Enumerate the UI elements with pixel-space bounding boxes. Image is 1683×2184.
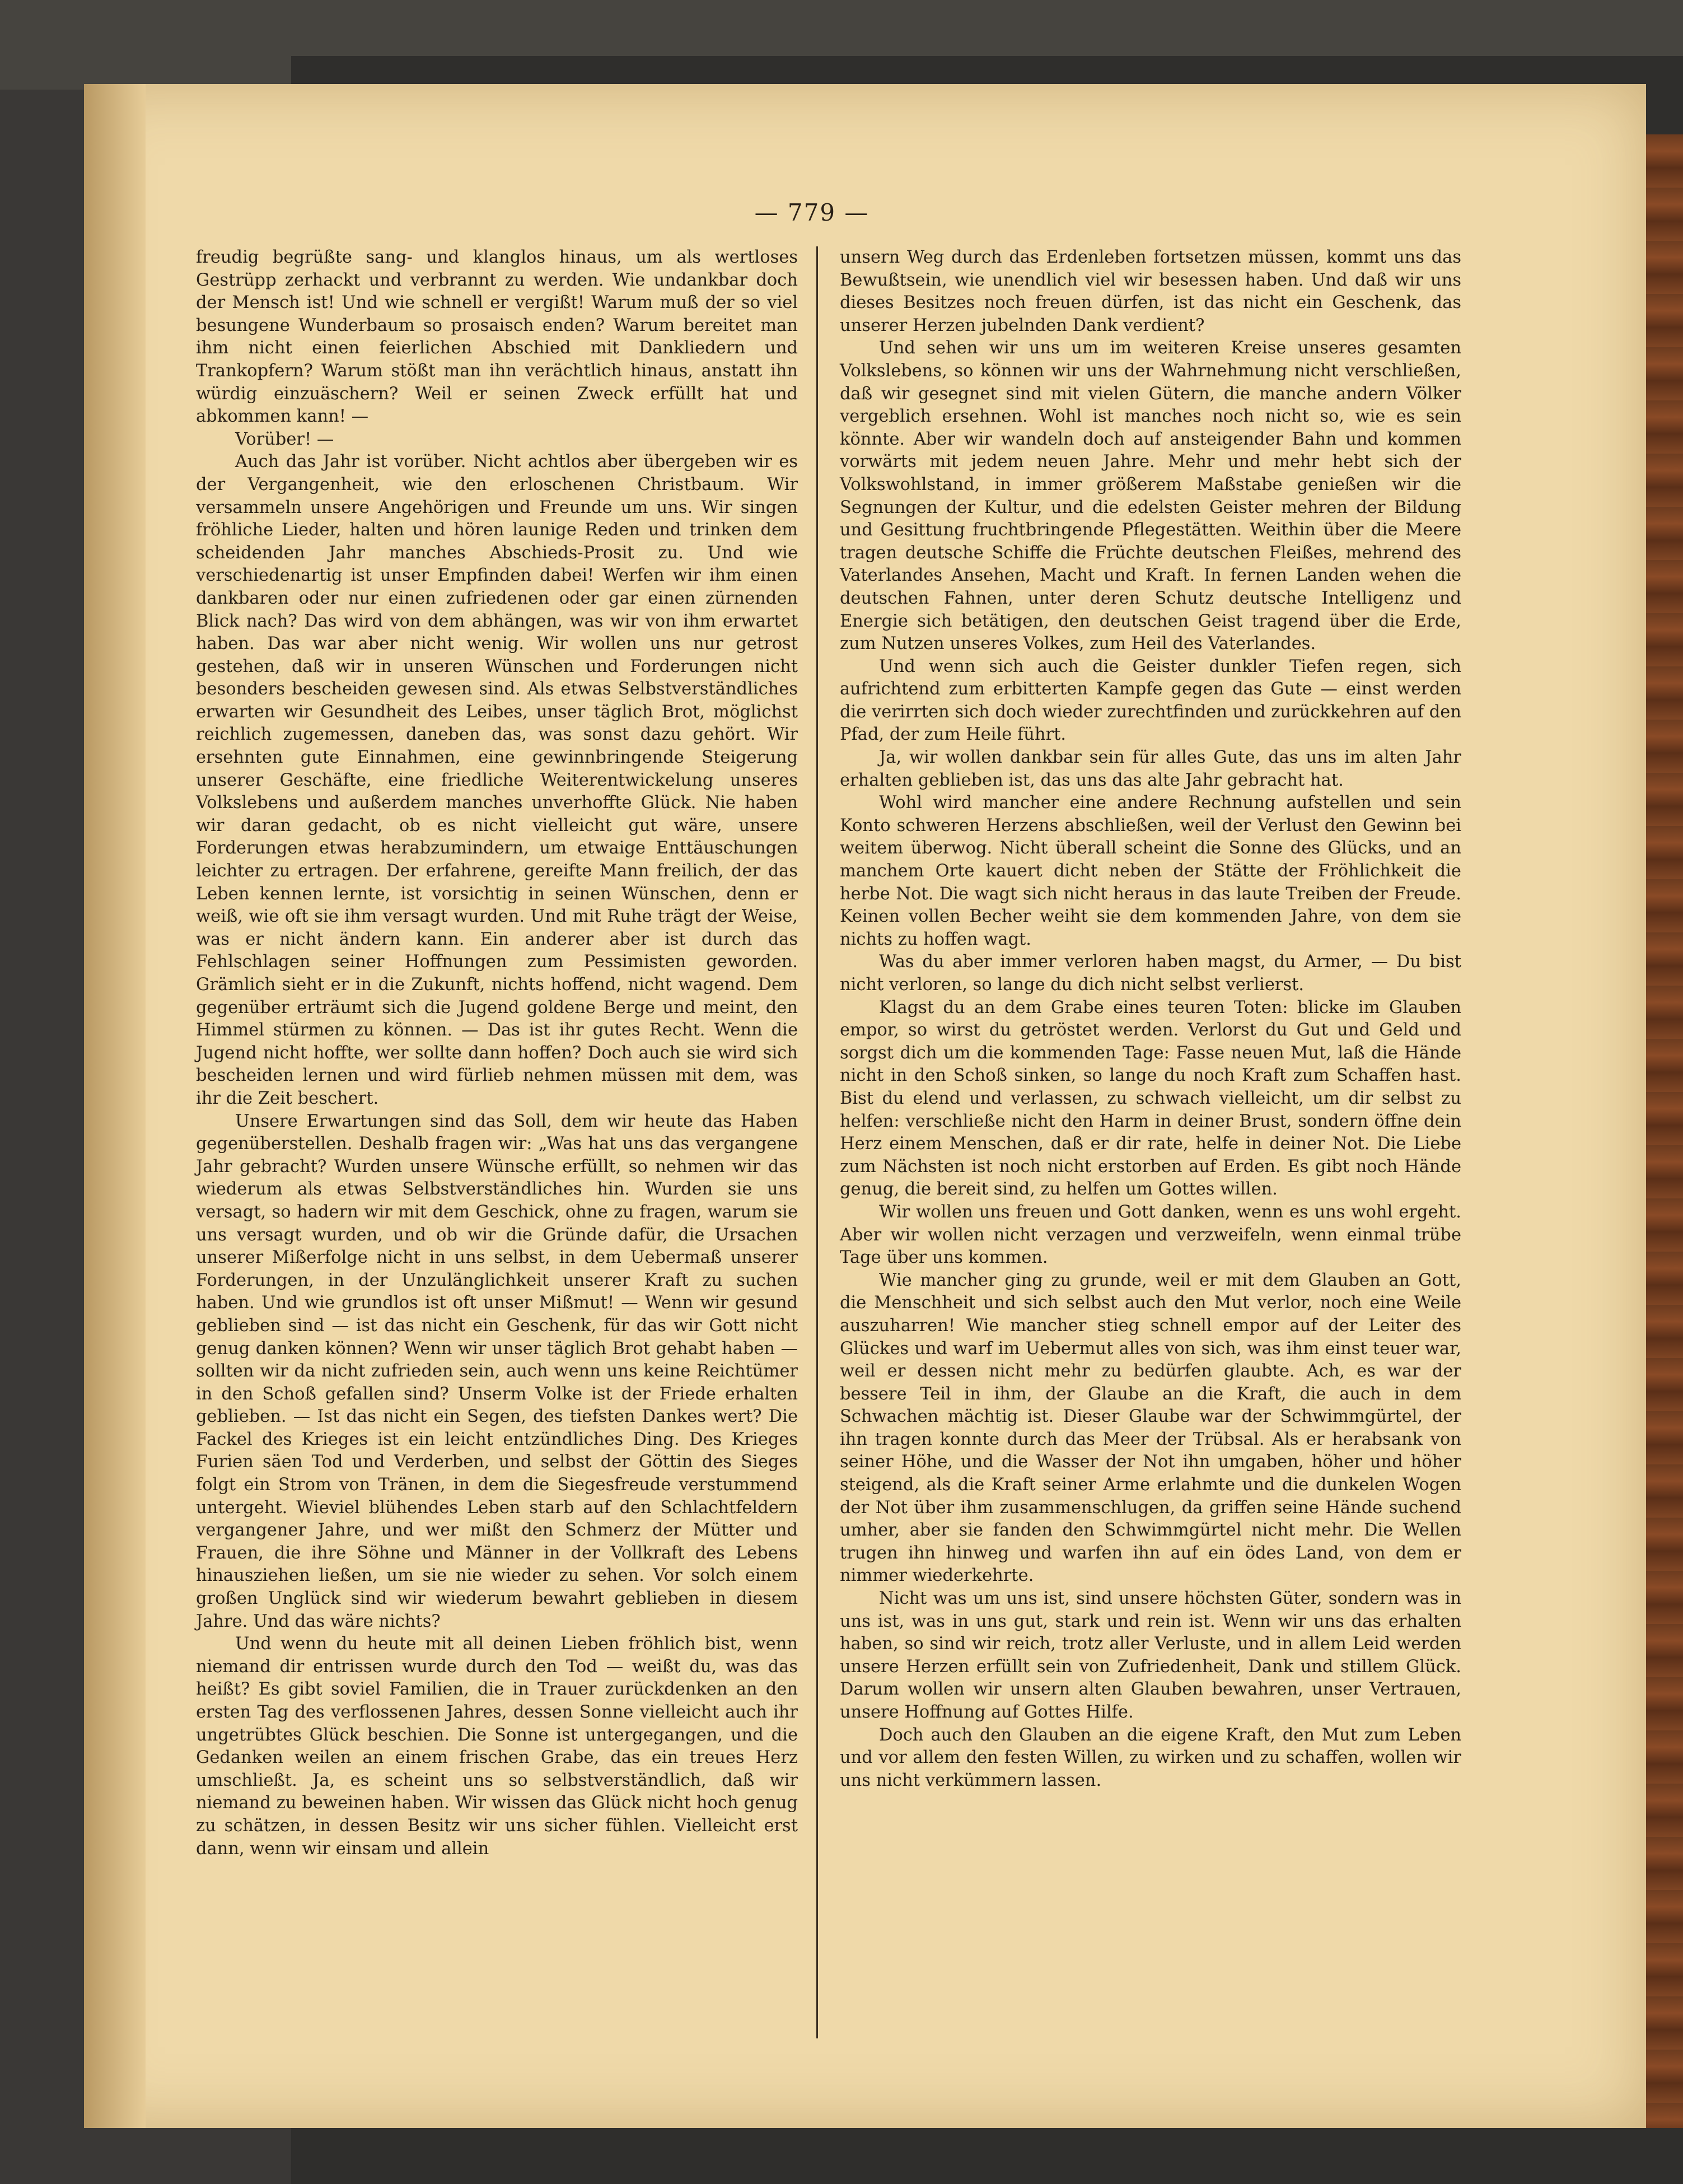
paragraph: Wie mancher ging zu grunde, weil er mit dem Glauben an Gott, die Menschheit und sich selbst auch den Mut verlor, noch eine Weile auszuharren! Wie mancher stieg schnell empor auf der Leiter des Glückes und warf im Uebermut alles von sich, was ihm einst teuer war, weil er dessen nicht mehr zu bedürfen glaubte. Ach, es war der bessere Teil in ihm, der Glaube an die Kraft, die auch in dem Schwachen mächtig ist. Dieser Glaube war der Schwimmgürtel, der ihn tragen konnte durch das Meer der Trübsal. Als er herabsank von seiner Höhe, und die Wasser der Not ihn umgaben, höher und höher steigend, als die Kraft seiner Arme erlahmte und die dunkelen Wogen der Not über ihm zusammenschlugen, da griffen seine Hände suchend umher, aber sie fanden den Schwimmgürtel nicht mehr. Die Wellen trugen ihn hinweg und warfen ihn auf ein ödes Land, von dem er nimmer wiederkehrte. — [840, 1270, 1461, 1586]
paragraph: Nicht was um uns ist, sind unsere höchsten Güter, sondern was in uns ist, was in uns gut, stark und rein ist. Wenn wir uns das erhalten haben, so sind wir reich, trotz aller Verluste, und in allem Leid werden unsere Herzen erfüllt sein von Zufriedenheit, Dank und stillem Glück. Darum wollen wir unsern alten Glauben bewahren, unser Vertrauen, unsere Hoffnung auf Gottes Hilfe. — [840, 1589, 1461, 1722]
right-column — [840, 246, 1461, 1792]
paragraph: Auch das Jahr ist vorüber. Nicht achtlos aber übergeben wir es der Vergangenheit, wie den erloschenen Christbaum. Wir versammeln unsere Angehörigen und Freunde um uns. Wir singen fröhliche Lieder, halten und hören launige Reden und trinken dem scheidenden Jahr manches Abschieds-Prosit zu. Und wie verschiedenartig ist unser Empfinden dabei! Werfen wir ihm einen dankbaren oder nur einen zufriedenen oder gar einen zürnenden Blick nach? Das wird von dem abhängen, was wir von ihm erwartet haben. Das war aber nicht wenig. Wir wollen uns nur getrost gestehen, daß wir in unseren Wünschen und Forderungen nicht besonders bescheiden gewesen sind. Als etwas Selbstverständliches erwarten wir Gesundheit des Leibes, unser täglich Brot, möglichst reichlich zugemessen, daneben das, was sonst dazu gehört. Wir ersehnten gute Einnahmen, eine gewinnbringende Steigerung unserer Geschäfte, eine friedliche Weiterentwickelung unseres Volkslebens und außerdem manches unverhoffte Glück. Nie haben wir daran gedacht, ob es nicht vielleicht gut wäre, unsere Forderungen etwas herabzumindern, um etwaige Enttäuschungen leichter zu ertragen. Der erfahrene, gereifte Mann freilich, der das Leben kennen lernte, ist vorsichtig in seinen Wünschen, denn er weiß, wie oft sie ihm versagt wurden. Und mit Ruhe trägt der Weise, was er nicht ändern kann. Ein anderer aber ist durch das Fehlschlagen seiner Hoffnungen zum Pessimisten geworden. Grämlich sieht er in die Zukunft, nichts hoffend, nicht wagend. Dem gegenüber erträumt sich die Jugend goldene Berge und meint, den Himmel stürmen zu können. — Das ist ihr gutes Recht. Wenn die Jugend nicht hoffte, wer sollte dann hoffen? Doch auch sie wird sich bescheiden lernen und wird fürlieb nehmen müssen mit dem, was ihr die Zeit beschert. — [196, 452, 798, 1108]
paragraph: Vorüber! — — [235, 429, 334, 449]
paragraph: Was du aber immer verloren haben magst, du Armer, — Du bist nicht verloren, so lange du dich nicht selbst verlierst. — [840, 952, 1461, 995]
paragraph: Wohl wird mancher eine andere Rechnung aufstellen und sein Konto schweren Herzens abschließen, weil der Verlust den Gewinn bei weitem überwog. Nicht überall scheint die Sonne des Glücks, und an manchem Orte kauert dicht neben der Stätte der Fröhlichkeit die herbe Not. Die wagt sich nicht heraus in das laute Treiben der Freude. Keinen vollen Becher weiht sie dem kommenden Jahre, von dem sie nichts zu hoffen wagt. — [840, 793, 1461, 949]
column-divider — [816, 246, 818, 2038]
paragraph: Und sehen wir uns um im weiteren Kreise unseres gesamten Volkslebens, so können wir uns der Wahrnehmung nicht verschließen, daß wir gesegnet sind mit vielen Gütern, die manche andern Völker vergeblich ersehnen. Wohl ist manches noch nicht so, wie es sein könnte. Aber wir wandeln doch auf ansteigender Bahn und kommen vorwärts mit jedem neuen Jahre. Mehr und mehr hebt sich der Volkswohlstand, in immer größerem Maßstabe genießen wir die Segnungen der Kultur, und die edelsten Geister mehren der Bildung und Gesittung fruchtbringende Pflegestätten. Weithin über die Meere tragen deutsche Schiffe die Früchte deutschen Fleißes, mehrend des Vaterlandes Ansehen, Macht und Kraft. In fernen Landen wehen die deutschen Fahnen, unter deren Schutz deutsche Intelligenz und Energie sich betätigen, den deutschen Geist tragend über die Erde, zum Nutzen unseres Volkes, zum Heil des Vaterlandes. — [840, 338, 1461, 654]
paragraph: Und wenn sich auch die Geister dunkler Tiefen regen, sich aufrichtend zum erbitterten Kampfe gegen das Gute — einst werden die verirrten sich doch wieder zurechtfinden und zurückkehren auf den Pfad, der zum Heile führt. — [840, 656, 1461, 745]
page-number: — 779 — — [754, 199, 869, 226]
paragraph: freudig begrüßte sang- und klanglos hinaus, um als wertloses Gestrüpp zerhackt und verbrannt zu werden. Wie undankbar doch der Mensch ist! Und wie schnell er vergißt! Warum muß der so viel besungene Wunderbaum so prosaisch enden? Warum bereitet man ihm nicht einen feierlichen Abschied mit Dankliedern und Trankopfern? Warum stößt man ihn verächtlich hinaus, anstatt ihn würdig einzuäschern? Weil er seinen Zweck erfüllt hat und abkommen kann! — — [196, 248, 798, 427]
paragraph: unsern Weg durch das Erdenleben fortsetzen müssen, kommt uns das Bewußtsein, wie unendlich viel wir besessen haben. Und daß wir uns dieses Besitzes noch freuen dürfen, ist das nicht ein Geschenk, das unserer Herzen jubelnden Dank verdient? — [840, 248, 1461, 335]
page-gutter — [84, 84, 146, 2128]
paragraph: Unsere Erwartungen sind das Soll, dem wir heute das Haben gegenüberstellen. Deshalb fragen wir: „Was hat uns das vergangene Jahr gebracht? Wurden unsere Wünsche erfüllt, so nehmen wir das wiederum als etwas Selbstverständliches hin. Wurden sie uns versagt, so hadern wir mit dem Geschick, ohne zu fragen, warum sie uns versagt wurden, und ob wir die Gründe dafür, die Ursachen unserer Mißerfolge nicht in uns selbst, in dem Uebermaß unserer Forderungen, in der Unzulänglichkeit unserer Kraft zu suchen haben. Und wie grundlos ist oft unser Mißmut! — Wenn wir gesund geblieben sind — ist das nicht ein Geschenk, für das wir Gott nicht genug danken können? Wenn wir unser täglich Brot gehabt haben — sollten wir da nicht zufrieden sein, auch wenn uns keine Reichtümer in den Schoß gefallen sind? Unserm Volke ist der Friede erhalten geblieben. — Ist das nicht ein Segen, des tiefsten Dankes wert? Die Fackel des Krieges ist ein leicht entzündliches Ding. Des Krieges Furien säen Tod und Verderben, und selbst der Göttin des Sieges folgt ein Strom von Tränen, in dem die Siegesfreude verstummend untergeht. Wieviel blühendes Leben starb auf den Schlachtfeldern vergangener Jahre, und wer mißt den Schmerz der Mütter und Frauen, die ihre Söhne und Männer in der Vollkraft des Lebens hinausziehen ließen, um sie nie wieder zu sehen. Vor solch einem großen Unglück sind wir wiederum bewahrt geblieben in diesem Jahre. Und das wäre nichts? — [196, 1111, 798, 1631]
paragraph: Klagst du an dem Grabe eines teuren Toten: blicke im Glauben empor, so wirst du getröstet werden. Verlorst du Gut und Geld und sorgst dich um die kommenden Tage: Fasse neuen Mut, laß die Hände nicht in den Schoß sinken, so lange du noch Kraft zum Schaffen hast. Bist du elend und verlassen, zu schwach vielleicht, um dir selbst zu helfen: verschließe nicht den Harm in deiner Brust, sondern öffne dein Herz einem Menschen, daß er dir rate, helfe in deiner Not. Die Liebe zum Nächsten ist noch nicht erstorben auf Erden. Es gibt noch Hände genug, die bereit sind, zu helfen um Gottes willen. — [840, 997, 1461, 1200]
paragraph: Wir wollen uns freuen und Gott danken, wenn es uns wohl ergeht. Aber wir wollen nicht verzagen und verzweifeln, wenn einmal trübe Tage über uns kommen. — [840, 1202, 1461, 1268]
left-column — [196, 246, 798, 1860]
paragraph: Und wenn du heute mit all deinen Lieben fröhlich bist, wenn niemand dir entrissen wurde durch den Tod — weißt du, was das heißt? Es gibt soviel Familien, die in Trauer zurückdenken an den ersten Tag des verflossenen Jahres, dessen Sonne vielleicht auch ihr ungetrübtes Glück beschien. Die Sonne ist untergegangen, und die Gedanken weilen an einem frischen Grabe, das ein treues Herz umschließt. Ja, es scheint uns so selbstverständlich, daß wir niemand zu beweinen haben. Wir wissen das Glück nicht hoch genug zu schätzen, in dessen Besitz wir uns sicher fühlen. Vielleicht erst dann, wenn wir einsam und allein — [196, 1634, 798, 1859]
paragraph: Doch auch den Glauben an die eigene Kraft, den Mut zum Leben und vor allem den festen Willen, zu wirken und zu schaffen, wollen wir uns nicht verkümmern lassen. — [840, 1725, 1461, 1790]
paragraph: Ja, wir wollen dankbar sein für alles Gute, das uns im alten Jahr erhalten geblieben ist, das uns das alte Jahr gebracht hat. — [840, 748, 1461, 790]
